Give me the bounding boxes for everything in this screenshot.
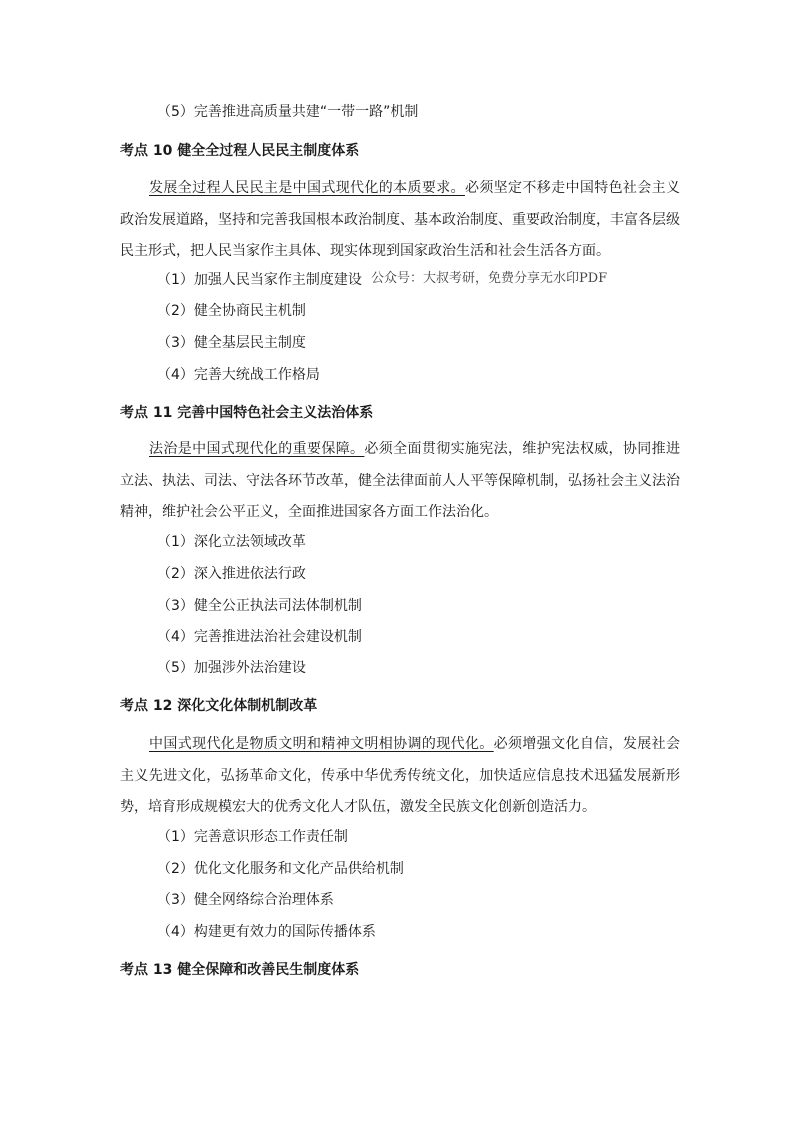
paragraph-lead-topic-10: 发展全过程人民民主是中国式现代化的本质要求。 — [149, 180, 465, 196]
list-item: （4）构建更有效力的国际传播体系 — [157, 924, 376, 940]
heading-topic-13: 考点 13 健全保障和改善民生制度体系 — [120, 962, 360, 978]
paragraph-topic-10 — [120, 173, 680, 268]
list-item: （1）深化立法领域改革 — [157, 534, 306, 550]
paragraph-lead-topic-12: 中国式现代化是物质文明和精神文明相协调的现代化。 — [149, 736, 494, 752]
watermark-text: 公众号：大叔考研，免费分享无水印PDF — [371, 271, 608, 286]
list-item: （3）健全公正执法司法体制机制 — [157, 598, 362, 614]
heading-topic-12: 考点 12 深化文化体制机制改革 — [120, 698, 318, 714]
heading-topic-11: 考点 11 完善中国特色社会主义法治体系 — [120, 405, 374, 421]
heading-topic-10: 考点 10 健全全过程人民民主制度体系 — [120, 143, 360, 159]
paragraph-body-topic-11: 必须全面贯彻实施宪法，维护宪法权威，协同推进立法、执法、司法、守法各环节改革，健全法律面前人人平等保障机制，弘扬社会主义法治精神，维护社会公平正义，全面推进国家各方面工作法治化。 — [120, 441, 681, 520]
list-item: （4）完善大统战工作格局 — [157, 367, 320, 383]
list-item: （4）完善推进法治社会建设机制 — [157, 629, 362, 645]
paragraph-topic-12 — [120, 729, 680, 824]
list-item-belt-road: （5）完善推进高质量共建“一带一路”机制 — [157, 104, 419, 120]
list-item: （2）健全协商民主机制 — [157, 303, 306, 319]
paragraph-body-topic-12: 必须增强文化自信，发展社会主义先进文化，弘扬革命文化，传承中华优秀传统文化，加快适应信息技术迅猛发展新形势，培育形成规模宏大的优秀文化人才队伍，激发全民族文化创新创造活力。 — [120, 736, 681, 815]
list-item: （2）深入推进依法行政 — [157, 566, 306, 582]
list-item: （5）加强涉外法治建设 — [157, 660, 306, 676]
list-item: （3）健全基层民主制度 — [157, 335, 306, 351]
list-item: （2）优化文化服务和文化产品供给机制 — [157, 861, 404, 877]
paragraph-topic-11 — [120, 434, 680, 529]
list-item: （1）加强人民当家作主制度建设 — [157, 272, 362, 288]
list-item: （1）完善意识形态工作责任制 — [157, 829, 348, 845]
list-item: （3）健全网络综合治理体系 — [157, 892, 334, 908]
paragraph-body-topic-10: 必须坚定不移走中国特色社会主义政治发展道路，坚持和完善我国根本政治制度、基本政治制度、重要政治制度，丰富各层级民主形式，把人民当家作主具体、现实体现到国家政治生活和社会生活各方面。 — [120, 180, 681, 259]
paragraph-lead-topic-11: 法治是中国式现代化的重要保障。 — [149, 441, 365, 457]
